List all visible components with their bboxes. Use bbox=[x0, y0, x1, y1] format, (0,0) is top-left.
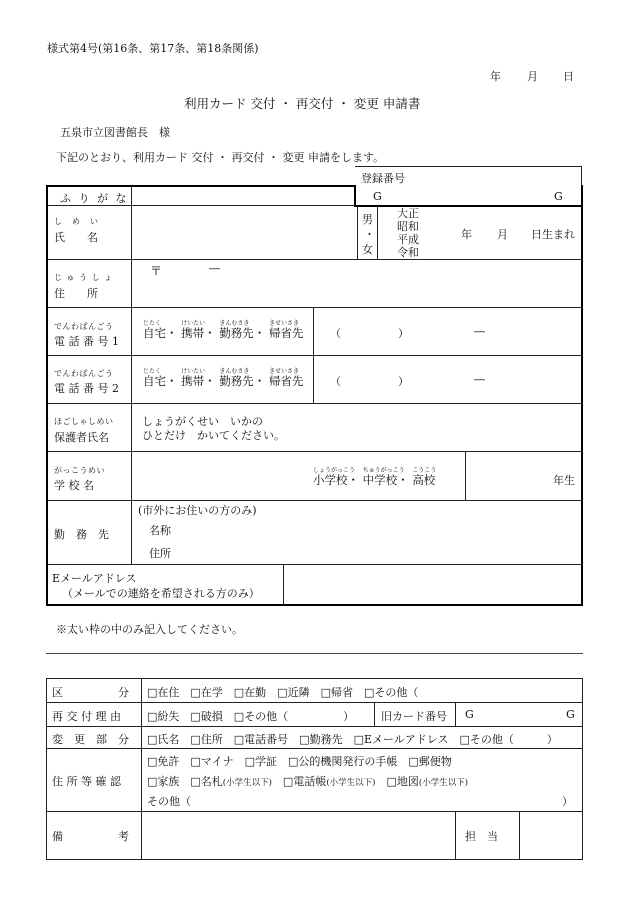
workplace-field[interactable] bbox=[190, 518, 580, 563]
birth-year: 年 bbox=[461, 228, 472, 241]
reissue-label: 再 交 付 理 由 bbox=[52, 710, 121, 723]
school-type-options[interactable]: しょうがっこう 小学校・ ちゅうがっこう 中学校・ こうこう 高校 bbox=[313, 467, 437, 487]
era-reiwa[interactable]: 令和 bbox=[397, 246, 419, 259]
change-label: 変 更 部 分 bbox=[52, 733, 129, 746]
phone2-work-option[interactable]: 勤務先 bbox=[219, 374, 254, 388]
sex-separator: ・ bbox=[364, 228, 375, 241]
intro-text: 下記のとおり、利用カード 交付 ・ 再交付 ・ 変更 申請をします。 bbox=[56, 151, 385, 164]
email-note: （メールでの連絡を希望される方のみ） bbox=[62, 587, 260, 600]
old-card-label: 旧カード番号 bbox=[381, 710, 447, 723]
addressee: 五泉市立図書館長 様 bbox=[60, 126, 170, 139]
phone2-mobile-option[interactable]: 携帯 bbox=[181, 374, 205, 388]
guardian-reading: ほごしゃしめい bbox=[54, 417, 114, 426]
phone1-paren-open: （ bbox=[330, 327, 341, 340]
phone2-reading: でんわばんごう bbox=[54, 369, 114, 378]
postal-dash: ― bbox=[209, 262, 220, 275]
sex-selector[interactable] bbox=[362, 212, 375, 257]
date-day: 日 bbox=[563, 70, 574, 83]
name-label: 氏 名 bbox=[54, 231, 98, 244]
phone1-home-option[interactable]: 自宅 bbox=[143, 326, 166, 340]
address-label: 住 所 bbox=[54, 287, 98, 300]
verify-other-close: ） bbox=[562, 795, 573, 808]
phone1-label: 電 話 番 号 1 bbox=[54, 335, 119, 348]
birth-month: 月 bbox=[497, 228, 508, 241]
school-elementary-option[interactable]: 小学校 bbox=[313, 473, 348, 487]
school-reading: がっこうめい bbox=[54, 466, 105, 475]
reissue-options[interactable]: □紛失 □破損 □その他（ ） bbox=[147, 710, 355, 723]
furigana-label: ふ り が な bbox=[60, 192, 129, 205]
registration-g1: G bbox=[373, 190, 382, 203]
phone1-dash: ― bbox=[474, 325, 485, 338]
registration-label: 登録番号 bbox=[361, 172, 405, 185]
verify-options-line2[interactable]: □家族 □名札(小学生以下) □電話帳(小学生以下) □地図(小学生以下) bbox=[147, 775, 469, 788]
postal-mark: 〒 bbox=[150, 264, 163, 278]
phone1-work-option[interactable]: 勤務先 bbox=[219, 326, 254, 340]
date-year: 年 bbox=[490, 70, 501, 83]
school-label: 学 校 名 bbox=[54, 479, 94, 492]
address-field[interactable] bbox=[132, 261, 581, 307]
school-grade-label: 年生 bbox=[553, 474, 575, 487]
verify-other[interactable]: その他（ bbox=[147, 795, 191, 808]
school-middle-option[interactable]: 中学校 bbox=[362, 473, 398, 487]
furigana-field[interactable] bbox=[132, 187, 354, 205]
form-number: 様式第4号(第16条、第17条、第18条関係) bbox=[47, 42, 259, 55]
verify-label: 住 所 等 確 認 bbox=[52, 775, 121, 788]
guardian-note-1: しょうがくせい いかの bbox=[142, 415, 263, 428]
phone2-type-options[interactable]: じたく 自宅・ けいたい 携帯・ きんむさき 勤務先・ きせいさき 帰省先 bbox=[143, 368, 304, 388]
phone1-mobile-option[interactable]: 携帯 bbox=[181, 326, 205, 340]
guardian-label: 保護者氏名 bbox=[54, 431, 109, 444]
phone2-paren-open: （ bbox=[330, 375, 341, 388]
phone2-paren-close: ） bbox=[398, 375, 409, 388]
category-options[interactable]: □在住 □在学 □在勤 □近隣 □帰省 □その他（ bbox=[147, 686, 419, 699]
phone2-parents-option[interactable]: 帰省先 bbox=[268, 374, 304, 388]
date-month: 月 bbox=[527, 70, 538, 83]
workplace-address-label: 住所 bbox=[149, 547, 171, 560]
old-card-g1: G bbox=[465, 708, 474, 721]
era-selector[interactable] bbox=[397, 207, 419, 259]
phone2-dash: ― bbox=[474, 373, 485, 386]
footnote: ※太い枠の中のみ記入してください。 bbox=[56, 623, 243, 636]
phone1-reading: でんわばんごう bbox=[54, 322, 114, 331]
address-reading: じ ゅ う し ょ bbox=[54, 273, 114, 282]
email-field[interactable] bbox=[284, 566, 581, 604]
phone2-home-option[interactable]: 自宅 bbox=[143, 374, 166, 388]
page-title: 利用カード 交付 ・ 再交付 ・ 変更 申請書 bbox=[184, 96, 421, 111]
workplace-label: 勤 務 先 bbox=[54, 528, 109, 541]
phone1-parents-option[interactable]: 帰省先 bbox=[268, 326, 304, 340]
phone1-paren-close: ） bbox=[398, 327, 409, 340]
era-heisei[interactable]: 平成 bbox=[397, 233, 419, 246]
phone2-field[interactable] bbox=[314, 356, 581, 402]
birth-suffix: 日生まれ bbox=[531, 228, 575, 241]
remarks-label: 備 考 bbox=[52, 830, 129, 843]
change-options[interactable]: □氏名 □住所 □電話番号 □勤務先 □Eメールアドレス □その他（ ） bbox=[147, 733, 558, 746]
phone2-label: 電 話 番 号 2 bbox=[54, 382, 119, 395]
guardian-field[interactable] bbox=[300, 404, 581, 450]
staff-label: 担 当 bbox=[465, 830, 498, 843]
sex-female[interactable]: 女 bbox=[362, 243, 373, 256]
name-reading: し め い bbox=[54, 217, 99, 226]
name-field[interactable] bbox=[132, 207, 356, 259]
registration-g2: G bbox=[554, 190, 563, 203]
era-showa[interactable]: 昭和 bbox=[397, 220, 419, 233]
old-card-g2: G bbox=[566, 708, 575, 721]
era-taisho[interactable]: 大正 bbox=[397, 207, 419, 220]
workplace-name-label: 名称 bbox=[149, 524, 171, 537]
school-high-option[interactable]: 高校 bbox=[412, 473, 436, 487]
phone1-field[interactable] bbox=[314, 308, 581, 354]
sex-male[interactable]: 男 bbox=[362, 213, 373, 226]
guardian-note-2: ひとだけ かいてください。 bbox=[142, 429, 285, 442]
verify-options-line1[interactable]: □免許 □マイナ □学証 □公的機関発行の手帳 □郵便物 bbox=[147, 755, 452, 768]
category-label: 区 分 bbox=[52, 686, 129, 699]
email-label: Eメールアドレス bbox=[52, 572, 137, 585]
workplace-note: (市外にお住いの方のみ) bbox=[138, 504, 257, 517]
phone1-type-options[interactable]: じたく 自宅・ けいたい 携帯・ きんむさき 勤務先・ きせいさき 帰省先 bbox=[143, 320, 304, 340]
